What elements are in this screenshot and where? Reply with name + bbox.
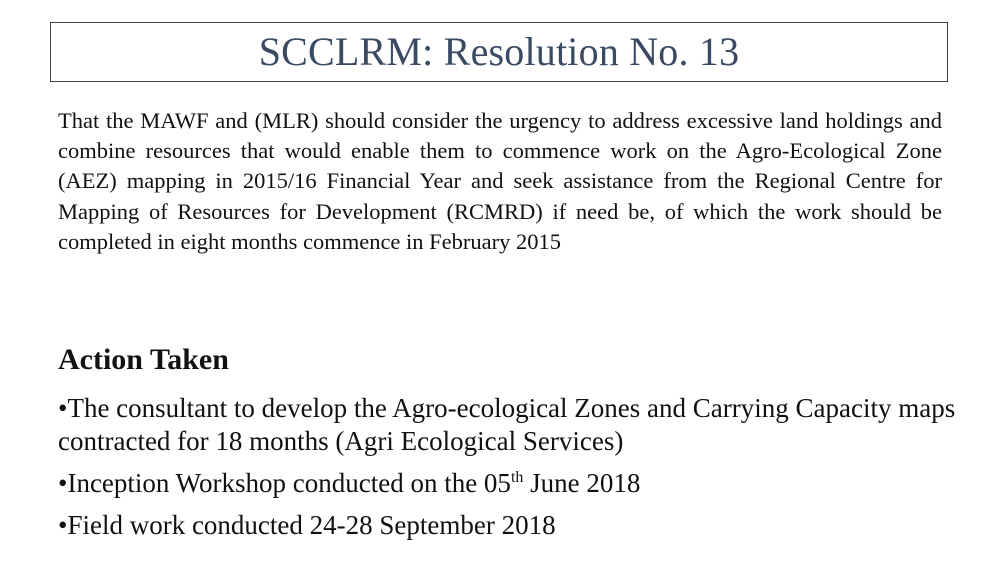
- action-list: [58, 392, 958, 551]
- action-item-text: Field work conducted 24-28 September 2018: [67, 510, 556, 540]
- bullet-icon: •: [58, 510, 68, 540]
- action-item-text: The consultant to develop the Agro-ecological Zones and Carrying Capacity maps contracted for 18 months (Agri Ecological Services): [58, 393, 956, 456]
- action-item-text-end: June 2018: [523, 468, 641, 498]
- resolution-paragraph: That the MAWF and (MLR) should consider the urgency to address excessive land holdings and combine resources that would enable them to commence work on the Agro-Ecological Zone (AEZ) mapping in 2015/16 Financial Year and seek assistance from the Regional Centre for Mapping of Resources for Development (RCMRD) if need be, of which the work should be completed in eight months commence in February 2015: [58, 108, 942, 254]
- title-box: [50, 22, 948, 82]
- action-item-consultant: [58, 392, 958, 458]
- ordinal-suffix: th: [510, 469, 524, 486]
- action-item-inception: [58, 467, 958, 500]
- action-item-fieldwork: [58, 509, 958, 542]
- bullet-icon: •: [58, 393, 68, 423]
- slide-title: SCCLRM: Resolution No. 13: [258, 29, 740, 74]
- bullet-icon: •: [58, 468, 68, 498]
- action-item-text: Inception Workshop conducted on the 05: [67, 468, 511, 498]
- action-taken-heading: Action Taken: [58, 343, 229, 376]
